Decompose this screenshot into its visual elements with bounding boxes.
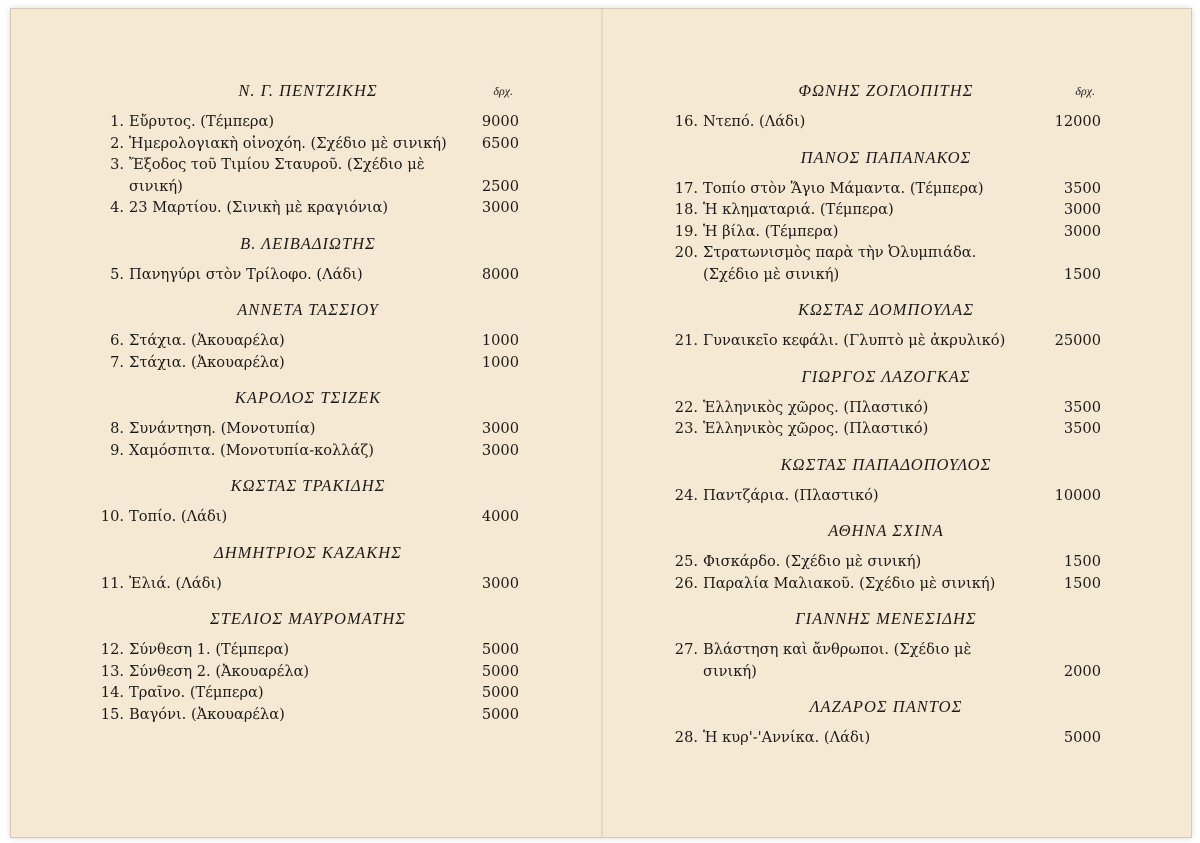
entry-number: 1. (110, 113, 124, 130)
artwork-entry (97, 197, 519, 219)
entry-number: 3. (110, 156, 124, 173)
artist-heading (671, 79, 1101, 102)
entry-number: 8. (110, 420, 124, 437)
artwork-title: Ἡ κληματαριά. (Τέμπερα) (703, 201, 894, 218)
artist-name: Β. ΛΕΙΒΑΔΙΩΤΗΣ (240, 233, 376, 253)
artwork-entry (671, 111, 1101, 133)
artwork-title: Σύνθεση 1. (Τέμπερα) (129, 641, 290, 658)
heading-spacer (97, 409, 519, 418)
artwork-title: Τοπίο στὸν Ἅγιο Μάμαντα. (Τέμπερα) (703, 179, 984, 197)
artwork-price: 1500 (1063, 553, 1101, 570)
artwork-price: 3500 (1063, 420, 1101, 437)
artwork-title: Παντζάρια. (Πλαστικό) (703, 486, 879, 504)
section-spacer (671, 133, 1101, 146)
entry-number: 9. (110, 441, 124, 459)
artwork-price: 1000 (481, 332, 519, 349)
artwork-entry (671, 485, 1101, 507)
artwork-entry (671, 727, 1101, 749)
artwork-price: 5000 (481, 641, 519, 658)
artwork-title: Στρατωνισμὸς παρὰ τὴν Ὀλυμπιάδα. (Σχέδιο μὲ σινική) (703, 244, 977, 283)
artwork-entry (97, 330, 519, 352)
entry-number: 14. (100, 684, 124, 701)
artwork-entry (671, 397, 1101, 419)
artwork-price: 3000 (1063, 222, 1101, 240)
artwork-entry (671, 199, 1101, 221)
artwork-title: Εὔρυτος. (Τέμπερα) (129, 113, 275, 130)
section-spacer (671, 440, 1101, 453)
artwork-title: Βλάστηση καὶ ἄνθρωποι. (Σχέδιο μὲ σινική) (703, 641, 972, 680)
artwork-price: 1000 (481, 353, 519, 371)
artwork-price: 3000 (1063, 201, 1101, 218)
artwork-entry (97, 661, 519, 683)
entry-number: 22. (674, 398, 698, 416)
entry-number: 20. (674, 244, 698, 261)
artwork-price: 2500 (481, 177, 519, 195)
artwork-entry (97, 506, 519, 528)
heading-spacer (97, 630, 519, 639)
entry-number: 27. (674, 641, 698, 658)
artwork-title: Γυναικεῖο κεφάλι. (Γλυπτὸ μὲ ἀκρυλικό) (703, 332, 1006, 349)
artwork-price: 1500 (1063, 574, 1101, 592)
entry-number: 17. (674, 179, 698, 197)
artwork-entry (671, 242, 1101, 285)
entry-number: 2. (110, 134, 124, 152)
artwork-price: 9000 (481, 113, 519, 130)
artwork-price: 5000 (481, 705, 519, 723)
artwork-entry (671, 551, 1101, 573)
artwork-title: Βαγόνι. (Ἀκουαρέλα) (129, 705, 285, 723)
artwork-price: 12000 (1054, 113, 1101, 130)
entry-number: 15. (100, 705, 124, 723)
artwork-title: Παραλία Μαλιακοῦ. (Σχέδιο μὲ σινική) (703, 574, 996, 592)
page-fold (601, 9, 603, 837)
entry-number: 16. (674, 113, 698, 130)
artwork-entry (97, 704, 519, 726)
section-spacer (671, 506, 1101, 519)
artist-name: ΛΑΖΑΡΟΣ ΠΑΝΤΟΣ (809, 697, 963, 716)
right-page (671, 79, 1101, 749)
artwork-title: Ἡμερολογιακὴ οἰνοχόη. (Σχέδιο μὲ σινική) (129, 134, 447, 152)
artist-heading (97, 79, 519, 102)
artwork-title: Τραῖνο. (Τέμπερα) (129, 684, 264, 701)
artwork-title: Ἑλληνικὸς χῶρος. (Πλαστικό) (703, 420, 929, 437)
artwork-price: 3000 (481, 574, 519, 592)
artist-name: Ν. Γ. ΠΕΝΤΖΙΚΗΣ (238, 81, 378, 100)
artwork-price: 6500 (481, 134, 519, 152)
artist-heading (97, 386, 519, 409)
entry-number: 5. (110, 265, 124, 283)
artist-name: ΦΩΝΗΣ ΖΟΓΛΟΠΙΤΗΣ (798, 81, 974, 100)
artwork-price: 3500 (1063, 179, 1101, 197)
artwork-price: 8000 (481, 265, 519, 283)
artist-name: ΑΘΗΝΑ ΣΧΙΝΑ (828, 521, 944, 540)
artwork-price: 3000 (481, 199, 519, 216)
artwork-title: Ἔξοδος τοῦ Τιμίου Σταυροῦ. (Σχέδιο μὲ σινική) (129, 156, 425, 195)
artwork-entry (97, 133, 519, 155)
artist-name: ΠΑΝΟΣ ΠΑΠΑΝΑΚΟΣ (800, 147, 972, 167)
heading-spacer (671, 102, 1101, 111)
heading-spacer (97, 255, 519, 264)
artwork-title: Ἡ κυρ'-'Αννίκα. (Λάδι) (703, 729, 871, 746)
artist-heading (97, 298, 519, 321)
artist-heading (671, 695, 1101, 718)
heading-spacer (671, 169, 1101, 178)
entry-number: 23. (674, 420, 698, 437)
catalogue-sheet (10, 8, 1192, 838)
artist-heading (97, 474, 519, 497)
entry-number: 28. (674, 729, 698, 746)
artwork-entry (97, 418, 519, 440)
heading-spacer (97, 564, 519, 573)
heading-spacer (671, 542, 1101, 551)
artwork-title: Ἑλληνικὸς χῶρος. (Πλαστικό) (703, 398, 929, 416)
artwork-title: Ἐλιά. (Λάδι) (129, 574, 222, 592)
entry-number: 11. (100, 574, 124, 592)
section-spacer (671, 352, 1101, 365)
artist-name: ΓΙΑΝΝΗΣ ΜΕΝΕΣΙΔΗΣ (795, 609, 977, 628)
artwork-title: Ντεπό. (Λάδι) (703, 113, 806, 130)
artwork-entry (671, 573, 1101, 595)
section-spacer (97, 285, 519, 298)
section-spacer (97, 594, 519, 607)
artwork-price: 5000 (481, 684, 519, 701)
heading-spacer (97, 321, 519, 330)
artwork-title: Συνάντηση. (Μονοτυπία) (129, 420, 316, 437)
artwork-title: Ἡ βίλα. (Τέμπερα) (703, 222, 839, 240)
artist-heading (671, 607, 1101, 630)
artwork-title: Σύνθεση 2. (Ἀκουαρέλα) (129, 662, 310, 680)
entry-number: 10. (100, 508, 124, 525)
artwork-price: 2000 (1063, 662, 1101, 680)
artist-name: ΚΩΣΤΑΣ ΔΟΜΠΟΥΛΑΣ (797, 300, 974, 319)
price-unit-label: δρχ. (493, 84, 513, 98)
artwork-entry (671, 418, 1101, 440)
entry-number: 7. (110, 353, 124, 371)
entry-number: 26. (674, 574, 698, 592)
artist-heading (671, 146, 1101, 169)
entry-number: 25. (674, 553, 698, 570)
left-page (97, 79, 519, 725)
section-spacer (671, 285, 1101, 298)
artwork-price: 3000 (481, 441, 519, 459)
artwork-price: 5000 (1063, 729, 1101, 746)
heading-spacer (671, 718, 1101, 727)
artwork-price: 25000 (1054, 332, 1101, 349)
artist-heading (97, 541, 519, 564)
section-spacer (97, 461, 519, 474)
entry-number: 13. (100, 662, 124, 680)
entry-number: 19. (674, 222, 698, 240)
artwork-title: Στάχια. (Ἀκουαρέλα) (129, 332, 285, 349)
entry-number: 18. (674, 201, 698, 218)
artwork-price: 3500 (1063, 398, 1101, 416)
artwork-entry (671, 330, 1101, 352)
artist-heading (671, 298, 1101, 321)
section-spacer (671, 682, 1101, 695)
artist-name: ΣΤΕΛΙΟΣ ΜΑΥΡΟΜΑΤΗΣ (209, 609, 407, 628)
artwork-title: Χαμόσπιτα. (Μονοτυπία-κολλάζ) (129, 441, 374, 459)
section-spacer (97, 528, 519, 541)
artist-name: ΑΝΝΕΤΑ ΤΑΣΣΙΟΥ (237, 300, 379, 319)
artist-heading (97, 607, 519, 630)
artwork-entry (97, 440, 519, 462)
artwork-title: Φισκάρδο. (Σχέδιο μὲ σινική) (703, 553, 922, 570)
artist-name: ΔΗΜΗΤΡΙΟΣ ΚΑΖΑΚΗΣ (214, 542, 402, 562)
heading-spacer (671, 630, 1101, 639)
section-spacer (97, 219, 519, 232)
entry-number: 21. (674, 332, 698, 349)
artist-heading (671, 519, 1101, 542)
artist-name: ΚΩΣΤΑΣ ΠΑΠΑΔΟΠΟΥΛΟΣ (780, 454, 992, 474)
artwork-title: 23 Μαρτίου. (Σινικὴ μὲ κραγιόνια) (129, 199, 389, 216)
entry-number: 12. (100, 641, 124, 658)
artwork-price: 3000 (481, 420, 519, 437)
artwork-price: 5000 (481, 662, 519, 680)
heading-spacer (671, 388, 1101, 397)
artist-name: ΓΙΩΡΓΟΣ ΛΑΖΟΓΚΑΣ (801, 366, 971, 386)
artist-heading (671, 365, 1101, 388)
artwork-price: 4000 (481, 508, 519, 525)
artwork-entry (97, 111, 519, 133)
heading-spacer (97, 102, 519, 111)
heading-spacer (671, 476, 1101, 485)
artwork-price: 10000 (1054, 486, 1101, 504)
artwork-entry (97, 682, 519, 704)
artist-heading (97, 232, 519, 255)
artwork-title: Τοπίο. (Λάδι) (129, 508, 228, 525)
artwork-entry (97, 573, 519, 595)
artist-name: ΚΑΡΟΛΟΣ ΤΣΙΖΕΚ (234, 388, 382, 407)
artwork-title: Πανηγύρι στὸν Τρίλοφο. (Λάδι) (129, 265, 363, 283)
entry-number: 4. (110, 199, 124, 216)
artist-name: ΚΩΣΤΑΣ ΤΡΑΚΙΔΗΣ (230, 476, 386, 495)
artwork-entry (97, 264, 519, 286)
artwork-entry (97, 154, 519, 197)
heading-spacer (671, 321, 1101, 330)
artist-heading (671, 453, 1101, 476)
section-spacer (97, 373, 519, 386)
artwork-title: Στάχια. (Ἀκουαρέλα) (129, 353, 285, 371)
entry-number: 6. (110, 332, 124, 349)
artwork-entry (671, 639, 1101, 682)
artwork-price: 1500 (1063, 265, 1101, 283)
section-spacer (671, 594, 1101, 607)
price-unit-label: δρχ. (1075, 84, 1095, 98)
entry-number: 24. (674, 486, 698, 504)
heading-spacer (97, 497, 519, 506)
artwork-entry (97, 352, 519, 374)
artwork-entry (97, 639, 519, 661)
artwork-entry (671, 221, 1101, 243)
artwork-entry (671, 178, 1101, 200)
